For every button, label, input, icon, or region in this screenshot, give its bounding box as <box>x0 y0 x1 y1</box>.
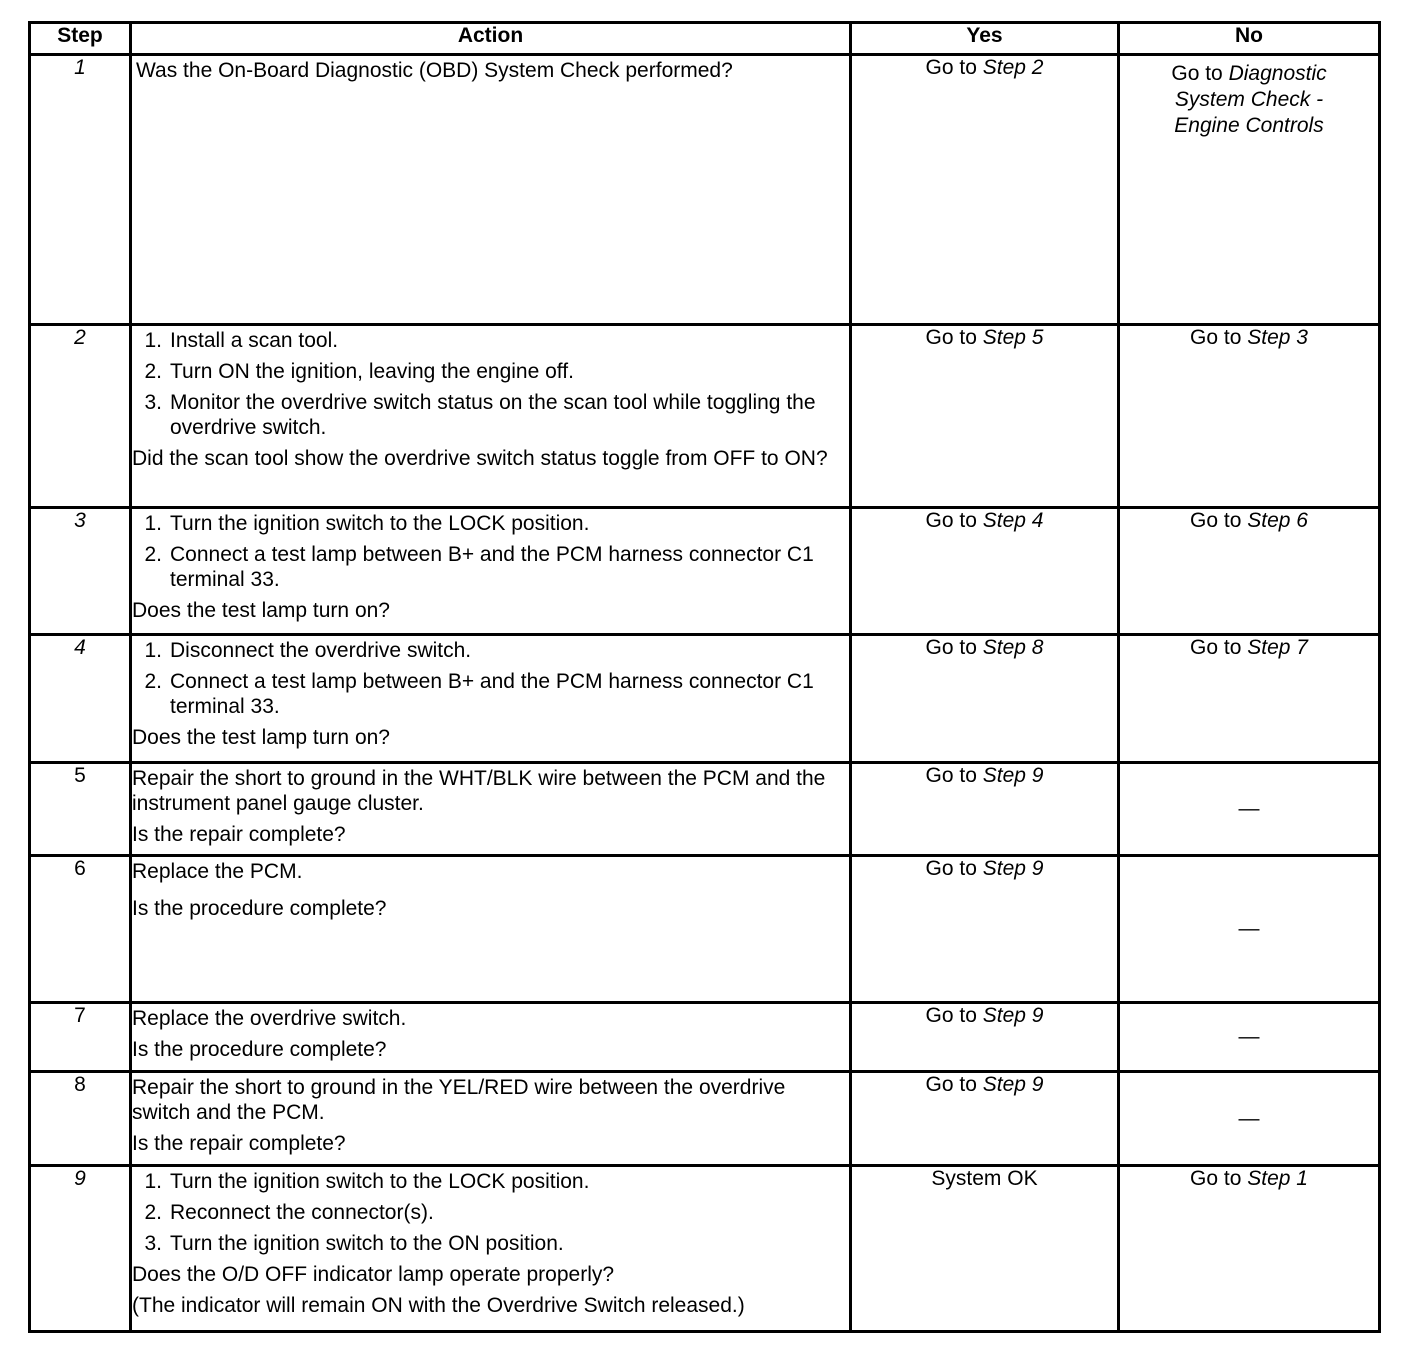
no-cell <box>1119 763 1380 856</box>
yes-cell <box>851 1003 1119 1072</box>
no-dash: — <box>1238 1106 1260 1130</box>
yes-cell <box>851 1072 1119 1166</box>
no-dash: — <box>1238 797 1260 820</box>
action-cell <box>131 325 851 508</box>
action-list <box>132 1169 849 1256</box>
table-row <box>30 325 1380 508</box>
list-item: 2. Connect a test lamp between B+ and the PCM harness connector C1 terminal 33. <box>144 670 814 718</box>
table-row <box>30 635 1380 763</box>
step-number: 4 <box>30 635 131 763</box>
no-dash: — <box>1238 917 1260 940</box>
list-item: 1. Install a scan tool. <box>144 329 339 352</box>
action-text: Replace the PCM. <box>132 860 303 883</box>
no-cell <box>1119 856 1380 1003</box>
diagnostic-table <box>28 21 1381 1333</box>
yes-prefix: Go to <box>925 857 977 880</box>
yes-step-link[interactable]: Step 9 <box>982 1004 1044 1027</box>
step-number: 9 <box>30 1166 131 1332</box>
no-prefix: Go to <box>1190 326 1242 349</box>
list-item: 2. Reconnect the connector(s). <box>144 1201 434 1224</box>
table-row <box>30 1166 1380 1332</box>
yes-result: System OK <box>931 1167 1038 1190</box>
action-cell <box>131 508 851 635</box>
no-cell <box>1119 1166 1380 1332</box>
yes-cell <box>851 55 1119 325</box>
yes-prefix: Go to <box>925 326 977 349</box>
no-cell <box>1119 508 1380 635</box>
table-row <box>30 1003 1380 1072</box>
action-note: (The indicator will remain ON with the Overdrive Switch released.) <box>132 1294 745 1317</box>
action-question: Was the On-Board Diagnostic (OBD) System Check performed? <box>136 59 733 82</box>
action-cell <box>131 55 851 325</box>
step-number: 1 <box>30 55 131 325</box>
header-no: No <box>1119 23 1380 55</box>
yes-prefix: Go to <box>925 56 977 79</box>
action-question: Is the repair complete? <box>132 1132 346 1155</box>
list-item: 1. Turn the ignition switch to the LOCK position. <box>144 512 590 535</box>
step-number: 7 <box>30 1003 131 1072</box>
header-yes: Yes <box>851 23 1119 55</box>
yes-step-link[interactable]: Step 9 <box>982 1073 1044 1096</box>
action-question: Did the scan tool show the overdrive switch status toggle from OFF to ON? <box>132 447 828 470</box>
action-text: Repair the short to ground in the YEL/RED wire between the overdrive switch and the PCM. <box>132 1076 786 1124</box>
yes-cell <box>851 763 1119 856</box>
header-step: Step <box>30 23 131 55</box>
no-cell <box>1119 55 1380 325</box>
no-prefix: Go to <box>1190 1167 1242 1190</box>
action-cell <box>131 635 851 763</box>
yes-prefix: Go to <box>925 764 977 787</box>
table-row <box>30 508 1380 635</box>
action-question: Is the procedure complete? <box>132 1038 387 1061</box>
yes-step-link[interactable]: Step 2 <box>982 56 1044 79</box>
no-step-link[interactable]: Step 6 <box>1247 509 1308 532</box>
yes-cell <box>851 508 1119 635</box>
list-item: 3. Monitor the overdrive switch status on the scan tool while toggling the overdrive switch. <box>144 391 816 439</box>
yes-cell <box>851 325 1119 508</box>
list-item: 2. Turn ON the ignition, leaving the engine off. <box>144 360 574 383</box>
list-item: 3. Turn the ignition switch to the ON position. <box>144 1232 564 1255</box>
yes-cell <box>851 635 1119 763</box>
action-cell <box>131 856 851 1003</box>
action-list <box>132 638 849 719</box>
action-cell <box>131 1003 851 1072</box>
step-number: 3 <box>30 508 131 635</box>
list-item: 2. Connect a test lamp between B+ and the PCM harness connector C1 terminal 33. <box>144 543 814 591</box>
no-step-link[interactable]: Diagnostic System Check - Engine Controls <box>1174 62 1327 137</box>
action-text: Replace the overdrive switch. <box>132 1007 407 1030</box>
header-row <box>30 23 1380 55</box>
yes-step-link[interactable]: Step 5 <box>982 326 1044 349</box>
action-cell <box>131 763 851 856</box>
no-cell <box>1119 1072 1380 1166</box>
yes-step-link[interactable]: Step 4 <box>982 509 1044 532</box>
no-step-link[interactable]: Step 1 <box>1247 1167 1308 1190</box>
header-action: Action <box>131 23 851 55</box>
action-question: Does the test lamp turn on? <box>132 599 390 622</box>
table-row <box>30 856 1380 1003</box>
yes-prefix: Go to <box>925 636 977 659</box>
action-list <box>132 511 849 592</box>
action-question: Does the test lamp turn on? <box>132 726 390 749</box>
action-text: Repair the short to ground in the WHT/BLK wire between the PCM and the instrument panel gauge cluster. <box>132 767 826 815</box>
no-prefix: Go to <box>1190 509 1242 532</box>
step-number: 5 <box>30 763 131 856</box>
no-step-link[interactable]: Step 7 <box>1247 636 1308 659</box>
action-cell <box>131 1072 851 1166</box>
no-dash: — <box>1238 1025 1260 1048</box>
yes-step-link[interactable]: Step 9 <box>982 857 1044 880</box>
no-prefix: Go to <box>1171 62 1223 85</box>
yes-prefix: Go to <box>925 1073 977 1096</box>
yes-step-link[interactable]: Step 8 <box>982 636 1044 659</box>
action-list <box>132 328 849 440</box>
action-question: Does the O/D OFF indicator lamp operate properly? <box>132 1263 615 1286</box>
table-row <box>30 763 1380 856</box>
step-number: 2 <box>30 325 131 508</box>
action-question: Is the procedure complete? <box>132 897 387 920</box>
yes-prefix: Go to <box>925 509 977 532</box>
no-cell <box>1119 325 1380 508</box>
yes-prefix: Go to <box>925 1004 977 1027</box>
step-number: 8 <box>30 1072 131 1166</box>
yes-cell <box>851 856 1119 1003</box>
no-step-link[interactable]: Step 3 <box>1247 326 1308 349</box>
action-cell <box>131 1166 851 1332</box>
list-item: 1. Disconnect the overdrive switch. <box>144 639 472 662</box>
list-item: 1. Turn the ignition switch to the LOCK position. <box>144 1170 590 1193</box>
step-number: 6 <box>30 856 131 1003</box>
action-question: Is the repair complete? <box>132 823 346 846</box>
yes-cell <box>851 1166 1119 1332</box>
no-cell <box>1119 635 1380 763</box>
no-prefix: Go to <box>1190 636 1242 659</box>
table-row <box>30 1072 1380 1166</box>
yes-step-link[interactable]: Step 9 <box>982 764 1044 787</box>
table-row <box>30 55 1380 325</box>
no-cell <box>1119 1003 1380 1072</box>
